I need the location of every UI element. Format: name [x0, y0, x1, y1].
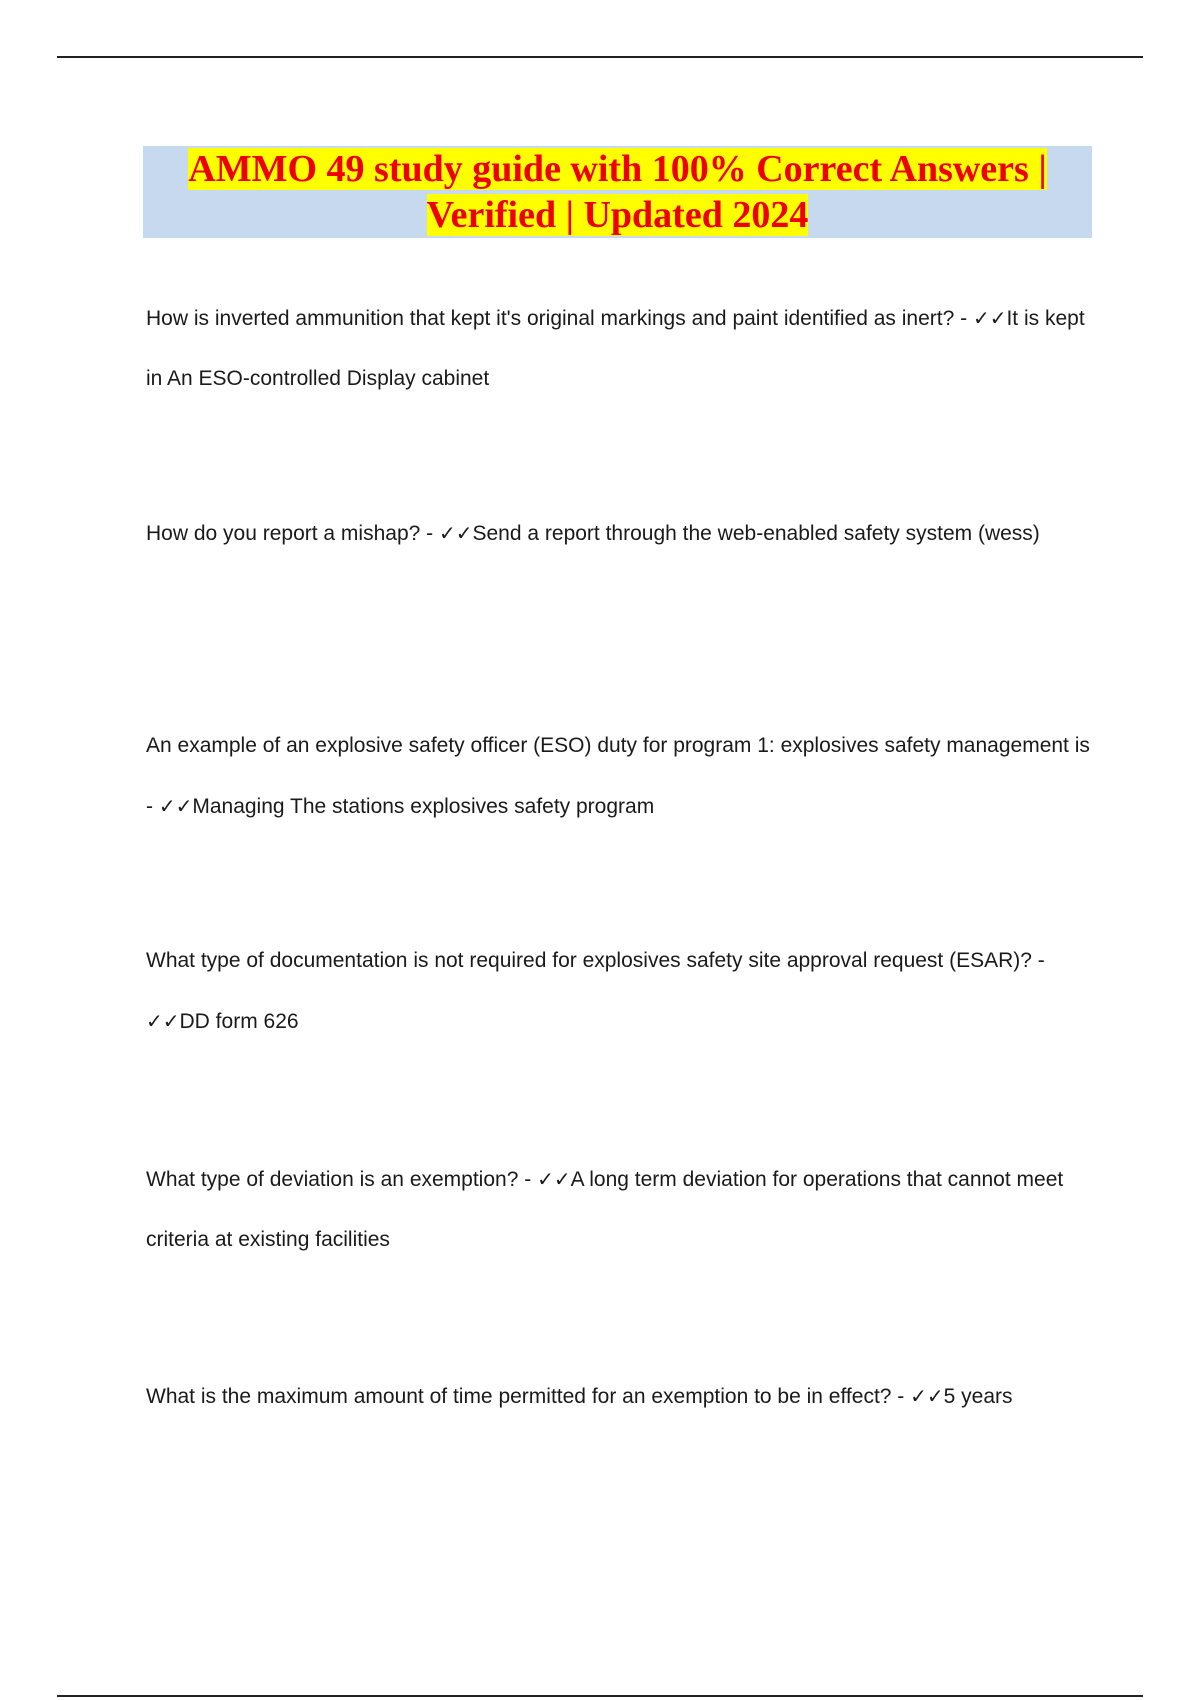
question-text: How do you report a mishap? — [146, 522, 421, 545]
separator: - — [954, 307, 973, 330]
document-title — [143, 146, 1092, 238]
separator: - — [891, 1385, 911, 1408]
double-check-icon: ✓✓ — [910, 1384, 944, 1408]
question-text: What type of deviation is an exemption? — [146, 1168, 519, 1191]
answer-text: It is kept in An ESO-controlled Display cabinet — [146, 307, 1085, 390]
qa-item-1 — [146, 288, 1096, 409]
question-text: What type of documentation is not required for explosives safety site approval request (ESAR)? — [146, 949, 1032, 972]
separator: - — [420, 522, 439, 545]
double-check-icon: ✓✓ — [972, 306, 1007, 330]
double-check-icon: ✓✓ — [537, 1167, 571, 1191]
answer-text: Send a report through the web-enabled safety system (wess) — [472, 522, 1040, 545]
answer-text: 5 years — [943, 1385, 1013, 1408]
qa-item-6 — [146, 1366, 1096, 1427]
double-check-icon: ✓✓ — [146, 1009, 180, 1033]
qa-item-2 — [146, 503, 1096, 564]
title-line-2: Verified | Updated 2024 — [426, 194, 809, 236]
question-text: How is inverted ammunition that kept it's original markings and paint identified as inert? — [146, 307, 955, 330]
double-check-icon: ✓✓ — [158, 794, 193, 818]
separator: - — [1031, 949, 1045, 972]
answer-text: Managing The stations explosives safety program — [192, 795, 655, 818]
title-line-1: AMMO 49 study guide with 100% Correct Answers | — [188, 148, 1047, 190]
qa-item-3 — [146, 716, 1096, 837]
question-text: What is the maximum amount of time permitted for an exemption to be in effect? — [146, 1385, 892, 1408]
header-rule — [57, 56, 1143, 58]
double-check-icon: ✓✓ — [438, 521, 473, 545]
qa-item-5 — [146, 1149, 1096, 1270]
separator: - — [518, 1168, 538, 1191]
answer-text: A long term deviation for operations that cannot meet criteria at existing facilities — [146, 1168, 1064, 1251]
qa-item-4 — [146, 931, 1096, 1052]
footer-rule — [57, 1695, 1143, 1697]
separator: - — [146, 795, 159, 818]
question-text: An example of an explosive safety officer (ESO) duty for program 1: explosives safety management is — [146, 734, 1090, 757]
answer-text: DD form 626 — [179, 1010, 299, 1033]
